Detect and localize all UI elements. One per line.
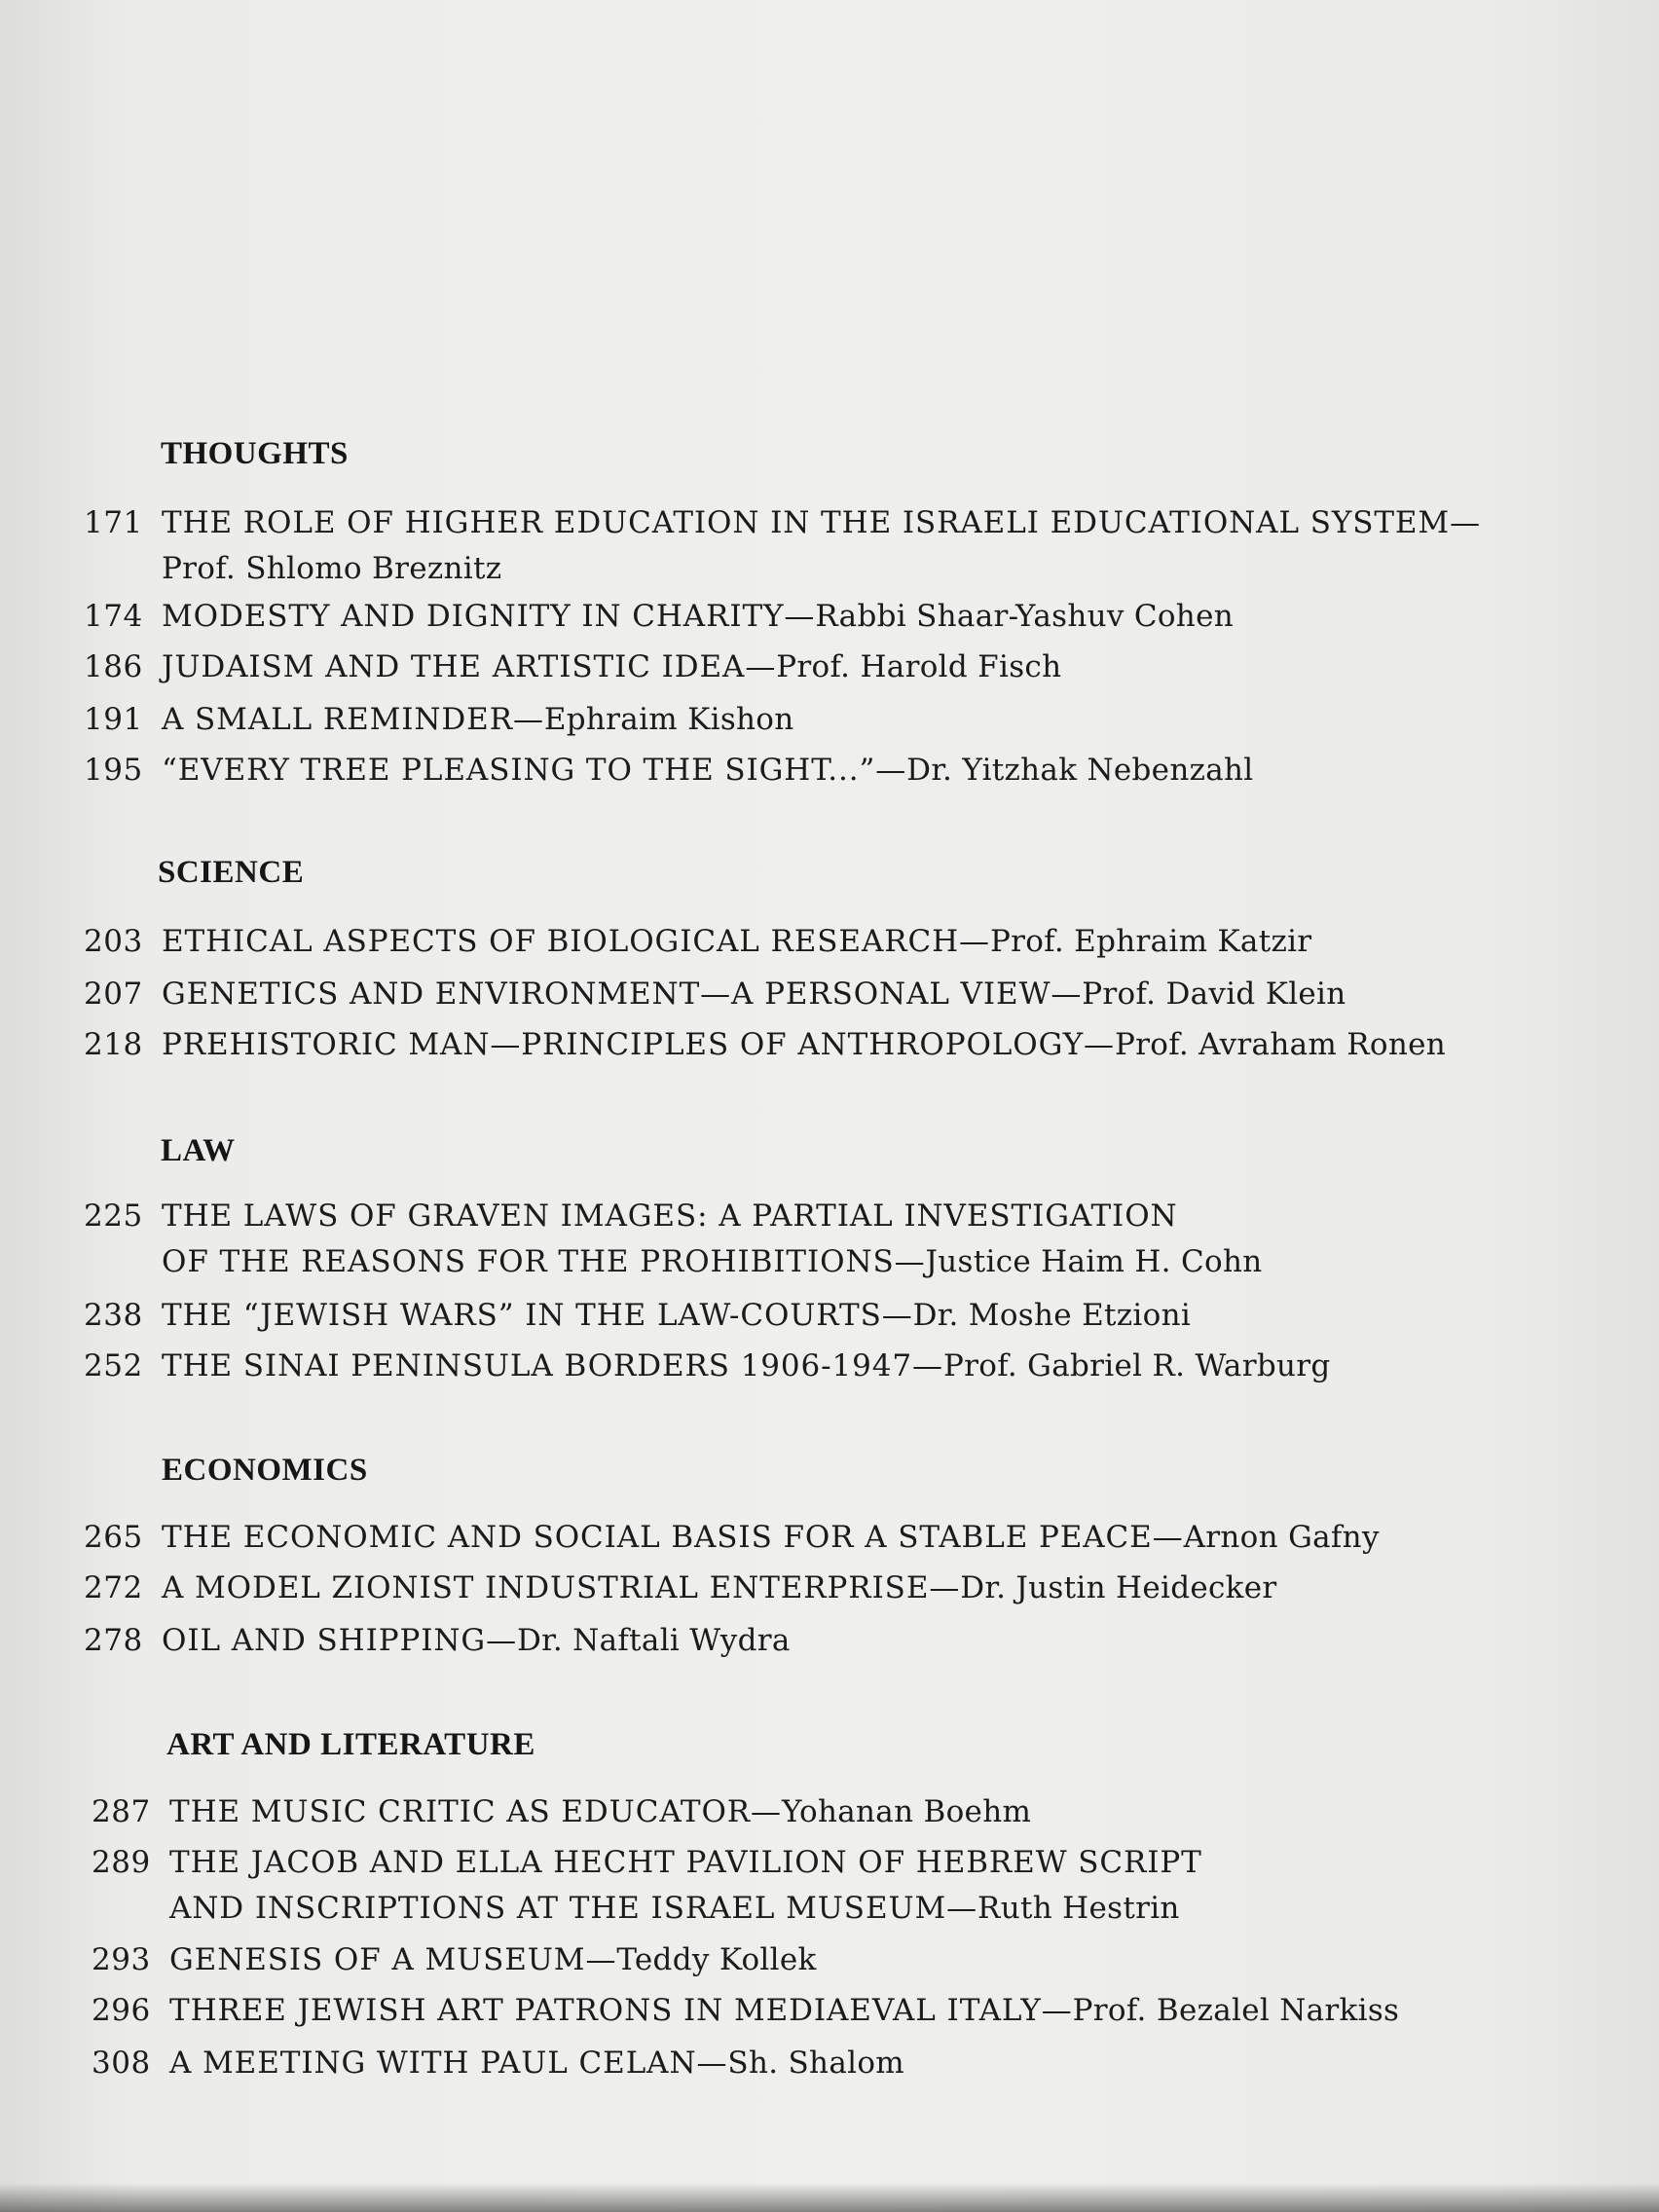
entry-author: Prof. Shlomo Breznitz [162, 551, 502, 586]
section-heading-economics: ECONOMICS [162, 1453, 368, 1488]
entry-title: A SMALL REMINDER— [162, 702, 544, 737]
entry-title: THE LAWS OF GRAVEN IMAGES: A PARTIAL INVESTIGATION [162, 1198, 1178, 1234]
entry-author: Prof. Ephraim Katzir [989, 924, 1312, 959]
page-number: 203 [84, 924, 143, 959]
entry-title: THE ROLE OF HIGHER EDUCATION IN THE ISRAELI EDUCATIONAL SYSTEM— [162, 505, 1481, 540]
entry-title: OIL AND SHIPPING— [162, 1623, 517, 1658]
entry-title-continued: AND INSCRIPTIONS AT THE ISRAEL MUSEUM— [169, 1891, 978, 1926]
page-number: 186 [84, 649, 143, 684]
bottom-edge-shadow [0, 2183, 1659, 2212]
entry-author: Prof. Avraham Ronen [1114, 1027, 1447, 1062]
section-heading-thoughts: THOUGHTS [161, 436, 349, 471]
entry-title: THE MUSIC CRITIC AS EDUCATOR— [169, 1794, 782, 1829]
entry-author: Arnon Gafny [1183, 1520, 1380, 1555]
entry-author: Dr. Moshe Etzioni [912, 1298, 1192, 1333]
page-number: 287 [92, 1794, 151, 1829]
entry-title: THE ECONOMIC AND SOCIAL BASIS FOR A STABLE PEACE— [162, 1520, 1184, 1555]
section-heading-science: SCIENCE [158, 855, 305, 890]
entry-author: Dr. Yitzhak Nebenzahl [906, 753, 1254, 788]
entry-author: Yohanan Boehm [781, 1794, 1032, 1829]
page-number: 174 [84, 599, 143, 634]
entry-title: A MODEL ZIONIST INDUSTRIAL ENTERPRISE— [162, 1570, 961, 1605]
page-number: 308 [92, 2046, 151, 2081]
entry-title-continued: OF THE REASONS FOR THE PROHIBITIONS— [162, 1244, 926, 1279]
entry-title: ETHICAL ASPECTS OF BIOLOGICAL RESEARCH— [162, 924, 990, 959]
entry-author: Prof. Harold Fisch [776, 649, 1062, 684]
entry-title: GENESIS OF A MUSEUM— [169, 1942, 617, 1977]
page-number: 225 [84, 1198, 143, 1234]
page-number: 238 [84, 1298, 143, 1333]
entry-title: JUDAISM AND THE ARTISTIC IDEA— [162, 649, 777, 684]
entry-title: GENETICS AND ENVIRONMENT—A PERSONAL VIEW— [162, 977, 1083, 1012]
entry-title: “EVERY TREE PLEASING TO THE SIGHT...”— [162, 753, 907, 788]
page-number: 296 [92, 1993, 151, 2028]
page-number: 207 [84, 977, 143, 1012]
entry-title: THE “JEWISH WARS” IN THE LAW-COURTS— [162, 1298, 913, 1333]
entry-title: MODESTY AND DIGNITY IN CHARITY— [162, 599, 816, 634]
page-number: 289 [92, 1845, 151, 1880]
page-number: 191 [84, 702, 143, 737]
entry-author: Ruth Hestrin [977, 1891, 1180, 1926]
page-number: 195 [84, 753, 143, 788]
entry-author: Sh. Shalom [727, 2046, 904, 2081]
entry-author: Dr. Justin Heidecker [960, 1570, 1277, 1605]
entry-title: THE JACOB AND ELLA HECHT PAVILION OF HEBREW SCRIPT [169, 1845, 1202, 1880]
entry-title: A MEETING WITH PAUL CELAN— [169, 2046, 728, 2081]
section-heading-art-and-literature: ART AND LITERATURE [166, 1727, 535, 1762]
entry-author: Prof. Bezalel Narkiss [1072, 1993, 1400, 2028]
page-number: 293 [92, 1942, 151, 1977]
entry-author: Justice Haim H. Cohn [925, 1244, 1263, 1279]
entry-author: Prof. Gabriel R. Warburg [942, 1348, 1331, 1383]
entry-author: Rabbi Shaar-Yashuv Cohen [815, 599, 1234, 634]
page-number: 171 [84, 505, 143, 540]
page-number: 218 [84, 1027, 143, 1062]
entry-title: PREHISTORIC MAN—PRINCIPLES OF ANTHROPOLOGY— [162, 1027, 1115, 1062]
page-number: 265 [84, 1520, 143, 1555]
section-heading-law: LAW [161, 1133, 236, 1168]
entry-title: THE SINAI PENINSULA BORDERS 1906-1947— [162, 1348, 943, 1383]
page-number: 252 [84, 1348, 143, 1383]
entry-author: Ephraim Kishon [543, 702, 794, 737]
page-number: 278 [84, 1623, 143, 1658]
entry-author: Prof. David Klein [1082, 977, 1346, 1012]
entry-title: THREE JEWISH ART PATRONS IN MEDIAEVAL ITALY— [169, 1993, 1073, 2028]
entry-author: Teddy Kollek [616, 1942, 817, 1977]
page-number: 272 [84, 1570, 143, 1605]
entry-author: Dr. Naftali Wydra [517, 1623, 791, 1658]
